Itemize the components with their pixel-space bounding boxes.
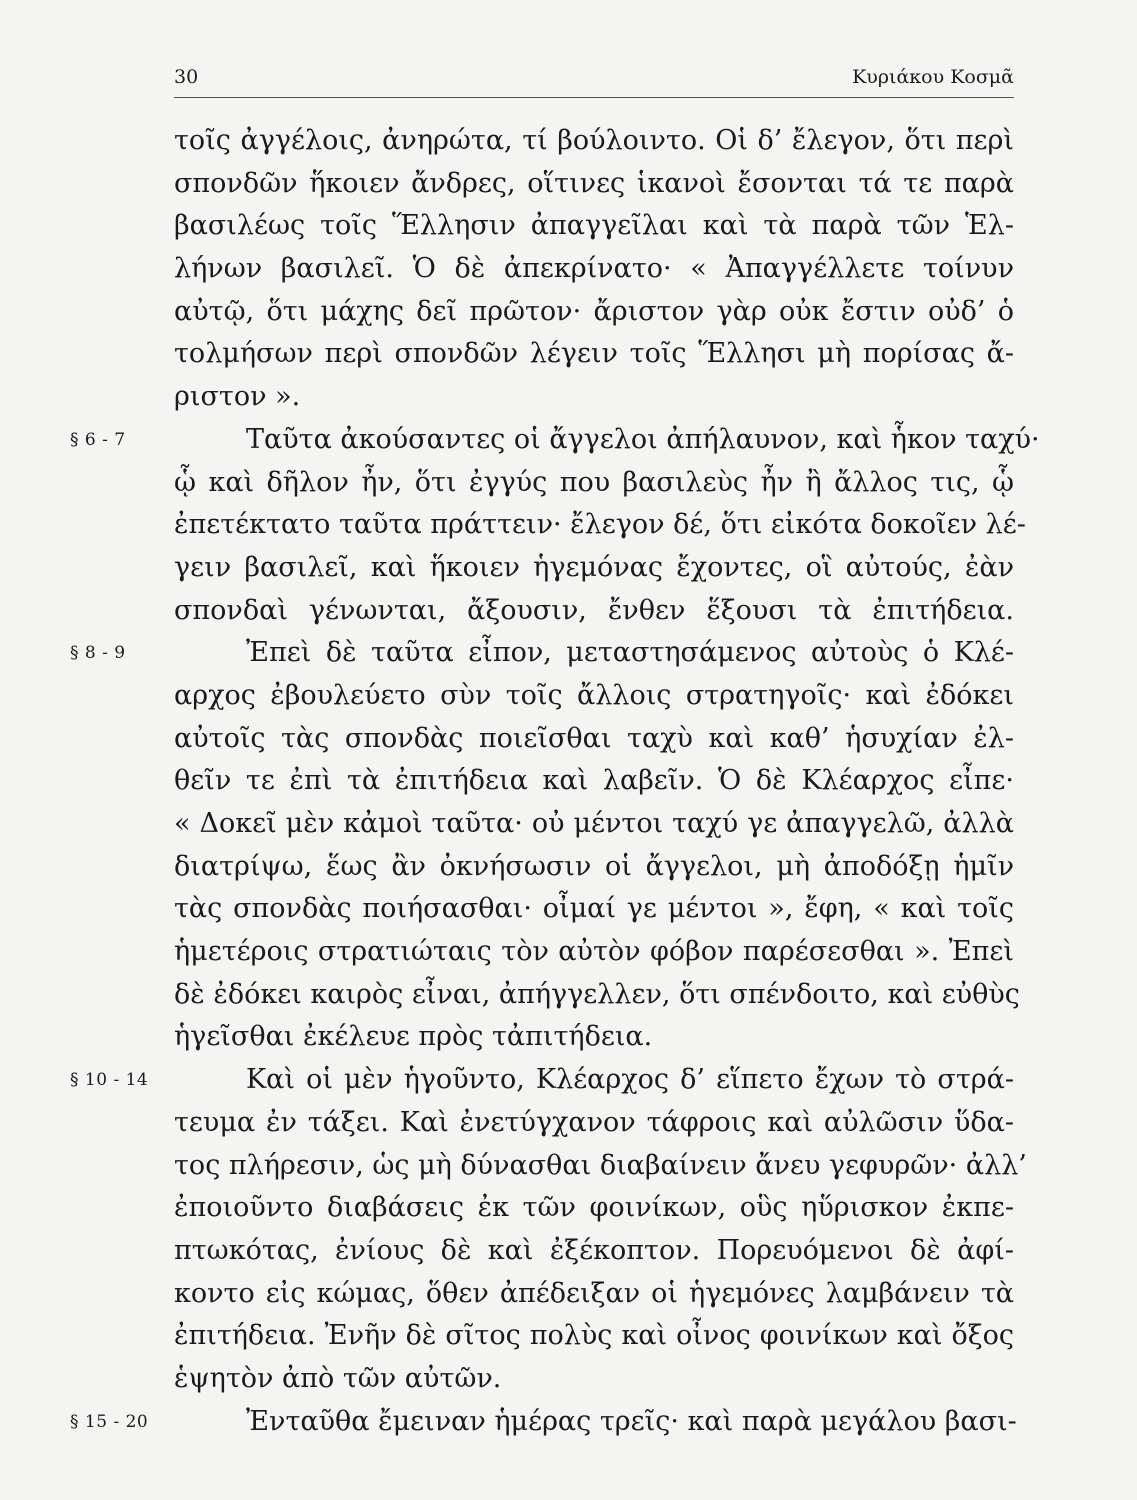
line-text: ἑψητὸν ἀπὸ τῶν αὐτῶν. <box>174 1362 502 1394</box>
line-text: τολμήσων περὶ σπονδῶν λέγειν τοῖς Ἕλλησι μὴ πορίσας ἄ- <box>174 338 1014 370</box>
text-line <box>174 291 1014 334</box>
text-line <box>174 163 1014 206</box>
section-reference: § 15 - 20 <box>70 1411 149 1432</box>
line-text: αρχος ἐβουλεύετο σὺν τοῖς ἄλλοις στρατηγοῖς· καὶ ἐδόκει <box>174 679 1014 711</box>
text-line <box>174 590 1014 633</box>
line-text: « Δοκεῖ μὲν κἀμοὶ ταῦτα· οὐ μέντοι ταχύ γε ἀπαγγελῶ, ἀλλὰ <box>174 808 1014 839</box>
text-line <box>70 1059 1014 1102</box>
line-text: ἐπιτήδεια. Ἐνῆν δὲ σῖτος πολὺς καὶ οἶνος φοινίκων καὶ ὄξος <box>174 1320 1014 1352</box>
text-line <box>174 718 1014 761</box>
line-text: σπονδαὶ γένωνται, ἄξουσιν, ἔνθεν ἕξουσι τὰ ἐπιτήδεια. <box>174 594 1014 626</box>
text-line <box>174 504 1026 547</box>
line-text: αὐτοῖς τὰς σπονδὰς ποιεῖσθαι ταχὺ καὶ καθ’ ἡσυχίαν ἐλ- <box>174 722 1014 754</box>
line-text: πτωκότας, ἐνίους δὲ καὶ ἐξέκοπτον. Πορευόμενοι δὲ ἀφί- <box>174 1234 1014 1266</box>
line-text: ριστον ». <box>174 381 301 413</box>
text-line <box>174 1102 1014 1145</box>
header-rule <box>174 97 1014 98</box>
text-line <box>174 1273 1014 1316</box>
line-text: δὲ ἐδόκει καιρὸς εἶναι, ἀπήγγελλεν, ὅτι σπένδοιτο, καὶ εὐθὺς <box>174 978 1020 1010</box>
text-line <box>174 846 1014 889</box>
line-text: ᾧ καὶ δῆλον ἦν, ὅτι ἐγγύς που βασιλεὺς ἦν ἢ ἄλλος τις, ᾧ <box>174 466 1014 498</box>
text-line <box>174 205 1014 248</box>
text-line <box>70 1401 1017 1444</box>
text-body <box>70 120 1040 1443</box>
line-text: διατρίψω, ἕως ἂν ὀκνήσωσιν οἱ ἄγγελοι, μὴ ἀποδόξῃ ἡμῖν <box>174 850 1014 882</box>
text-line <box>70 632 1014 675</box>
text-line <box>174 803 1014 846</box>
line-text: τος πλήρεσιν, ὡς μὴ δύνασθαι διαβαίνειν ἄνευ γεφυρῶν· ἀλλ’ <box>174 1149 1027 1181</box>
text-line <box>174 248 1014 291</box>
page-header <box>174 62 1014 92</box>
text-line <box>70 419 1040 462</box>
text-line <box>174 1145 1027 1188</box>
text-line <box>174 462 1014 505</box>
running-head: Κυριάκου Κοσμᾶ <box>852 66 1014 88</box>
line-text: Καὶ οἱ μὲν ἡγοῦντο, Κλέαρχος δ’ εἵπετο ἔχων τὸ στρά- <box>246 1064 1014 1096</box>
text-line <box>174 120 1014 163</box>
line-text: αὐτῷ, ὅτι μάχης δεῖ πρῶτον· ἄριστον γὰρ οὐκ ἔστιν οὐδ’ ὁ <box>174 295 1014 327</box>
text-line <box>174 931 1014 974</box>
line-text: κοντο εἰς κώμας, ὅθεν ἀπέδειξαν οἱ ἡγεμόνες λαμβάνειν τὰ <box>174 1277 1014 1309</box>
line-text: θεῖν τε ἐπὶ τὰ ἐπιτήδεια καὶ λαβεῖν. Ὁ δὲ Κλέαρχος εἶπε· <box>174 765 1014 797</box>
line-text: τευμα ἐν τάξει. Καὶ ἐνετύγχανον τάφροις καὶ αὐλῶσιν ὕδα- <box>174 1106 1014 1138</box>
line-text: Ἐπεὶ δὲ ταῦτα εἶπον, μεταστησάμενος αὐτοὺς ὁ Κλέ- <box>246 637 1014 669</box>
line-text: γειν βασιλεῖ, καὶ ἥκοιεν ἡγεμόνας ἔχοντες, οἳ αὐτούς, ἐὰν <box>174 551 1014 583</box>
text-line <box>174 1016 1014 1059</box>
line-text: τοῖς ἀγγέλοις, ἀνηρώτα, τί βούλοιντο. Οἱ δ’ ἔλεγον, ὅτι περὶ <box>174 125 1014 156</box>
text-line <box>174 1358 1014 1401</box>
line-text: Ἐνταῦθα ἔμειναν ἡμέρας τρεῖς· καὶ παρὰ μεγάλου βασι- <box>246 1405 1017 1437</box>
line-text: ἐποιοῦντο διαβάσεις ἐκ τῶν φοινίκων, οὓς ηὕρισκον ἐκπε- <box>174 1192 1014 1224</box>
line-text: τὰς σπονδὰς ποιήσασθαι· οἶμαί γε μέντοι », ἔφη, « καὶ τοῖς <box>174 893 1014 925</box>
line-text: ἡμετέροις στρατιώταις τὸν αὐτὸν φόβον παρέσεσθαι ». Ἐπεὶ <box>174 936 1014 968</box>
line-text: λήνων βασιλεῖ. Ὁ δὲ ἀπεκρίνατο· « Ἀπαγγέλλετε τοίνυν <box>174 253 1014 285</box>
section-reference: § 8 - 9 <box>70 643 126 664</box>
section-reference: § 6 - 7 <box>70 429 126 450</box>
text-line <box>174 675 1014 718</box>
page-number: 30 <box>174 66 199 88</box>
text-line <box>174 974 1020 1017</box>
text-line <box>174 1315 1014 1358</box>
text-line <box>174 760 1014 803</box>
line-text: ἡγεῖσθαι ἐκέλευε πρὸς τἀπιτήδεια. <box>174 1021 653 1053</box>
line-text: βασιλέως τοῖς Ἕλλησιν ἀπαγγεῖλαι καὶ τὰ παρὰ τῶν Ἑλ- <box>174 210 1014 242</box>
text-line <box>174 1187 1014 1230</box>
text-line <box>174 1230 1014 1273</box>
line-text: Ταῦτα ἀκούσαντες οἱ ἄγγελοι ἀπήλαυνον, καὶ ἧκον ταχύ· <box>246 423 1040 455</box>
text-line <box>174 376 1014 419</box>
line-text: σπονδῶν ἥκοιεν ἄνδρες, οἵτινες ἱκανοὶ ἔσονται τά τε παρὰ <box>174 167 1014 199</box>
line-text: ἐπετέκτατο ταῦτα πράττειν· ἔλεγον δέ, ὅτι εἰκότα δοκοῖεν λέ- <box>174 509 1026 541</box>
text-line <box>174 888 1014 931</box>
text-line <box>174 333 1014 376</box>
text-line <box>174 547 1014 590</box>
section-reference: § 10 - 14 <box>70 1070 149 1091</box>
